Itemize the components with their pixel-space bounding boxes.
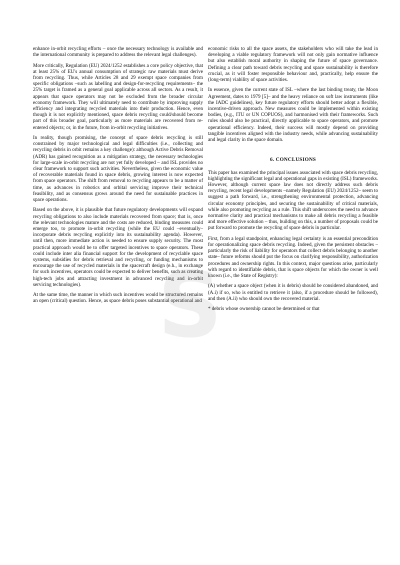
footnote-line: * debris whose ownership cannot be determined or that (208, 306, 320, 313)
watermark-letter: S (157, 252, 223, 358)
right-column (208, 46, 378, 317)
paragraph: (A) whether a space object (when it is debris) should be considered abandoned, and (A.i) if so, who is entitled to retrieve it (also, if a procedure should be followed), and then (A.ii) who should own the recovered material. (208, 283, 378, 302)
paragraph: economic risks to all the space assets, the stakeholders who will take the lead in developing a viable regulatory framework will not only gain normative influence but also establish moral authority in shaping the future of space governance. Defining a clear path toward debris recycling and space sustainability is therefore crucial, as it will foster responsible behaviour and, practically, help ensure the (long-term) viability of space activities. (208, 46, 378, 84)
paragraph: First, from a legal standpoint, enhancing legal certainty is an essential precondition for operationalizing space debris recycling. Indeed, given the persistent obstacles – particularly the risk of liability for operators that collect debris belonging to another state– future reforms should put the focus on clarifying responsibility, authorization procedures and ownership rights. In this context, major questions arise, particularly with regard to identifiable debris, that is space objects for which the owner is well known (i.e., the State of Registry): (208, 235, 378, 280)
paragraph: More critically, Regulation (EU) 2024/1252 establishes a core policy objective, that at least 25% of EU's annual consumption of strategic raw materials must derive from recycling. Thus, while Articles 28 and 29 exempt space companies from specific obligations –such as labelling and design-for-recycling requirements– the 25% target is framed as a general goal applicable across all sectors. As a result, it appears that space operators may not be excluded from the broader circular economy framework. They will ultimately need to contribute by improving supply efficiency and integrating recycled materials into their production. Hence, even though it is not explicitly mentioned, space debris recycling could/should become part of this broader goal, particularly as more materials are recovered from re-entered objects; or, in the future, from in-orbit recycling initiatives. (33, 62, 203, 131)
left-column (33, 46, 203, 309)
paragraph: In essence, given the current state of ISL –where the last binding treaty, the Moon Agreement, dates to 1979 [5]– and the heavy reliance on soft law instruments (like the IADC guidelines), key future regulatory efforts should better adopt a flexible, incentive-driven approach. New measures could be implemented within existing bodies, (e.g., ITU or UN COPUOS), and harmonised with their frameworks. Such rules should also be practical, directly applicable to space operators, and promote operational efficiency. Indeed, their success will mostly depend on providing tangible incentives aligned with the industry needs, while advancing sustainability and legal clarity in the space domain. (208, 87, 378, 144)
section-heading-conclusions: 6. CONCLUSIONS (269, 157, 317, 164)
paragraph: enhance in-orbit recycling efforts – once the necessary technology is available and the international community is prepared to address the relevant legal challenges). (33, 46, 203, 59)
paragraph: This paper has examined the principal issues associated with space debris recycling, highlighting the significant legal and operational gaps in existing (ISL) frameworks. However, although current space law does not directly address such debris recycling, recent legal developments –namely Regulation (EU) 2024/1252– seem to suggest a path forward, i.e., strengthening environmental protection, advancing circular economy principles, and securing the sustainability of critical materials, while also promoting recycling as a rule. This shift underscores the need to advance normative clarity and practical mechanisms to make all debris recycling a feasible and more effective solution – thus, building on this, a number of proposals could be put forward to promote the recycling of space debris in particular. (208, 169, 379, 232)
paragraph: Based on the above, it is plausible that future regulatory developments will expand recycling obligations to also include materials recovered from space; that is, once the relevant technologies mature and the costs are reduced, binding measures could emerge too, to promote in-orbit recycling (while the EU could –eventually– incorporate debris recycling explicitly into its sustainability agenda). However, until then, more immediate action is needed to ensure supply security. The most practical approach would be to offer targeted incentives to space operators. These could include inter alia financial support for the development of recyclable space systems, subsidies for debris retrieval and recycling, or funding mechanisms to encourage the use of recycled materials in the spacecraft design (e.h., in exchange for such incentives, operators could be expected to deliver benefits, such as creating high-tech jobs and attracting investment in advanced recycling and in-orbit servicing technologies). (33, 207, 203, 288)
paragraph: In reality, though promising, the concept of space debris recycling is still constrained by major technological and legal difficulties (i.e., collecting and recycling debris in orbit remains a key challenge): although Active Debris Removal (ADR) has gained recognition as a mitigation strategy, the necessary technologies for large-scale in-orbit recycling are not yet fully developed – and ISL provides no clear framework to support such activities. Nevertheless, given the economic value of recoverable materials found in space debris, growing interest is now expected from space operators. The shift from removal to recycling appears to be a matter of time, as advances in robotics and orbital servicing improve their technical feasibility, and as consensus grows around the need for sustainable practices in space operations. (33, 135, 203, 204)
paragraph: At the same time, the manner in which such incentives would be structured remains an open (critical) question. Hence, as space debris poses substantial operational and (33, 292, 203, 305)
spacer (208, 147, 378, 153)
